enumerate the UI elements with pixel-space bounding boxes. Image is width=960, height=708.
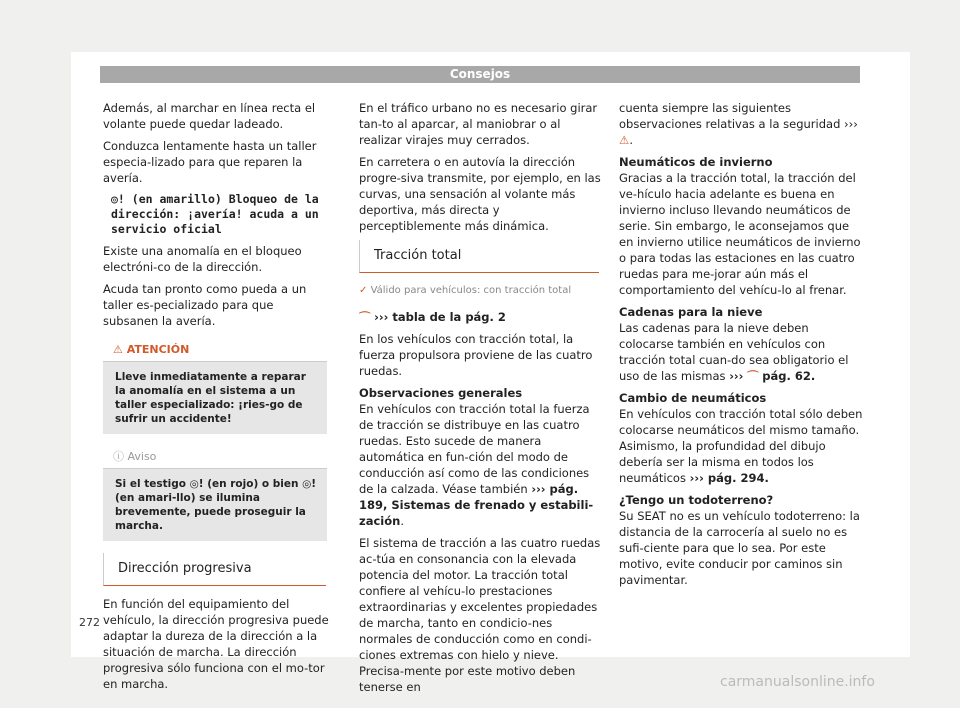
paragraph: El sistema de tracción a las cuatro ruedas ac-túa en consonancia con la elevada potencia del motor. La tracción total confiere al vehícu-lo prestaciones extraordinarias y excelentes propiedades de marcha, tanto en condicio-nes normales de conducción como en condi-ciones extremas con hielo y nieve. Precisa-mente por este motivo deben tenerse en (359, 536, 601, 694)
subheading: Neumáticos de invierno (619, 155, 773, 169)
watermark: carmanualsonline.info (720, 674, 875, 690)
paragraph-text: cuenta siempre las siguientes observaciones relativas a la seguridad ››› (619, 101, 858, 131)
subheading: ¿Tengo un todoterreno? (619, 493, 774, 507)
paragraph: Su SEAT no es un vehículo todoterreno: la distancia de la carrocería al suelo no es sufi-ciente para que lo sea. Por este motivo, evite conducir por caminos sin pavimentar. (619, 509, 860, 587)
page-number: 272 (79, 616, 100, 629)
paragraph: Además, al marchar en línea recta el volante puede quedar ladeado. (103, 101, 316, 131)
paragraph: En el tráfico urbano no es necesario girar tan-to al aparcar, al maniobrar o al realizar virajes muy cerrados. (359, 101, 598, 147)
warning-triangle-icon: ⚠ (113, 343, 123, 356)
paragraph-text: En vehículos con tracción total sólo deben colocarse neumáticos del mismo tamaño. Asimismo, la profundidad del dibujo debería ser la misma en todos los neumáticos (619, 407, 863, 485)
paragraph-text: En vehículos con tracción total la fuerza de tracción se distribuye en las cuatro ruedas. Esto sucede de manera automática en fun-ción del modo de conducción así como de las condiciones de la calzada. Véase también (359, 402, 590, 496)
steering-warning-icon: ◎! (111, 192, 125, 206)
check-icon: ✓ (359, 285, 368, 296)
table-ref-icon: ⌒ (747, 369, 759, 383)
atencion-title: ATENCIÓN (126, 343, 190, 356)
section-title: Tracción total (359, 240, 599, 273)
aviso-body: Si el testigo ◎! (en rojo) o bien ◎! (en amari-llo) se ilumina brevemente, puede proseguir la marcha. (103, 469, 327, 541)
reference-link[interactable]: ››› pág. 294. (689, 471, 769, 485)
reference-link[interactable]: ››› tabla de la pág. 2 (374, 310, 506, 324)
subheading: Cadenas para la nieve (619, 305, 763, 319)
reference-arrow: ››› (729, 369, 744, 383)
paragraph (619, 406, 864, 486)
atencion-header (103, 339, 327, 362)
paragraph (619, 320, 864, 384)
validity-text: Válido para vehículos: con tracción total (370, 285, 572, 296)
reference-link[interactable]: pág. 62. (762, 369, 816, 383)
atencion-body: Lleve inmediatamente a reparar la anomalía en el sistema a un taller especializado: ¡ries-go de sufrir un accidente! (103, 362, 327, 434)
atencion-box (103, 339, 327, 434)
paragraph: En los vehículos con tracción total, la fuerza propulsora proviene de las cuatro ruedas. (359, 332, 593, 378)
paragraph-text: Las cadenas para la nieve deben colocarse también en vehículos con tracción total cuan-do sea obligatorio el uso de las mismas (619, 321, 849, 383)
paragraph: Existe una anomalía en el bloqueo electróni-co de la dirección. (103, 244, 302, 274)
subheading: Observaciones generales (359, 386, 523, 400)
column-left (103, 100, 331, 698)
table-reference (359, 309, 602, 325)
aviso-header (103, 446, 327, 469)
validity-note (359, 283, 602, 299)
paragraph: Acuda tan pronto como pueda a un taller es-pecializado para que subsanen la avería. (103, 282, 307, 328)
warning-heading-text: (en amarillo) Bloqueo de la dirección: ¡avería! acuda a un servicio oficial (111, 192, 319, 236)
column-middle (359, 100, 602, 701)
paragraph: En carretera o en autovía la dirección progre-siva transmite, por ejemplo, en las curvas, una sensación al volante más deportiva, más directa y perceptiblemente más dinámica. (359, 155, 601, 233)
paragraph: Conduzca lentamente hasta un taller especia-lizado para que reparen la avería. (103, 139, 317, 185)
section-header: Consejos (100, 66, 860, 83)
section-title: Dirección progresiva (103, 553, 326, 586)
paragraph: En función del equipamiento del vehículo, la dirección progresiva puede adaptar la dureza de la dirección a la situación de marcha. La dirección progresiva sólo funciona con el mo-tor en marcha. (103, 597, 329, 691)
info-icon: ⓘ (113, 450, 124, 463)
paragraph: Gracias a la tracción total, la tracción del ve-hículo hacia adelante es buena en invierno incluso llevando neumáticos de serie. Sin embargo, le aconsejamos que en invierno utilice neumáticos de invierno o para todas las estaciones en las cuatro ruedas para me-jorar aún más el comportamiento del vehícu-lo al frenar. (619, 171, 861, 297)
column-right (619, 100, 864, 594)
subheading: Cambio de neumáticos (619, 391, 767, 405)
aviso-title: Aviso (127, 450, 157, 463)
paragraph: cuenta siempre las siguientes observaciones relativas a la seguridad ››› ⚠. (619, 101, 858, 147)
reference-link[interactable]: ››› pág. 189, Sistemas de frenado y estabili-zación (359, 482, 594, 528)
warning-triangle-icon[interactable]: ⚠ (619, 133, 630, 147)
paragraph: En vehículos con tracción total la fuerza de tracción se distribuye en las cuatro ruedas. Esto sucede de manera automática en fun-ción del modo de conducción así como de las condiciones de la calzada. Véase también ››› pág. 189, Sistemas de frenado y estabili-zación. (359, 402, 594, 528)
warning-heading (111, 192, 331, 237)
aviso-box (103, 446, 327, 541)
table-ref-icon: ⌒ (359, 310, 371, 324)
